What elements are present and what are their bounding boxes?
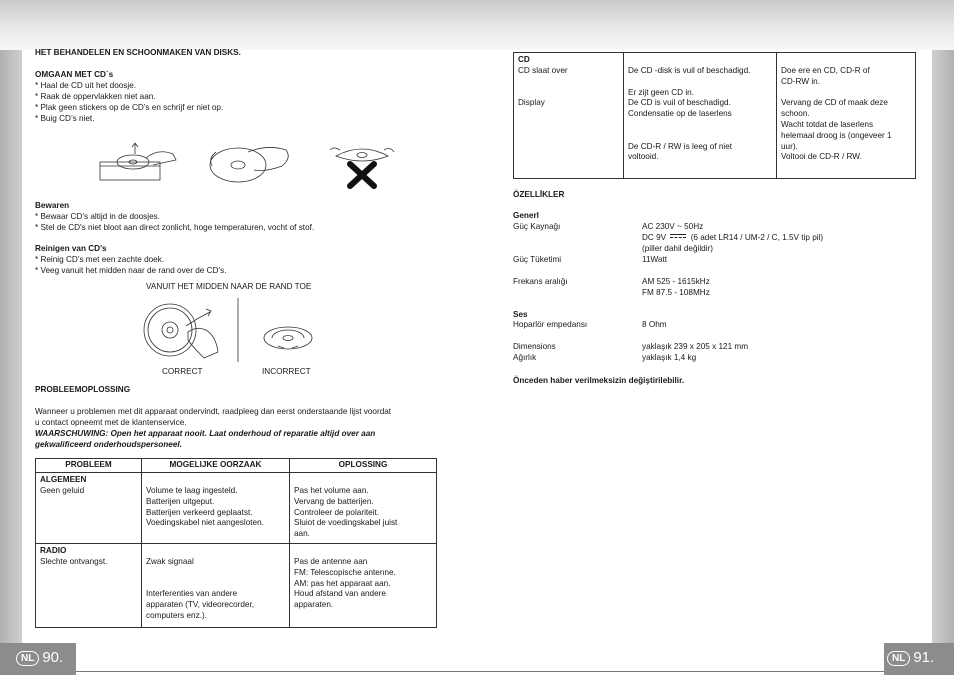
list-item: * Buig CD’s niet. — [35, 114, 95, 123]
solution-line: CD-RW in. — [781, 76, 820, 86]
spec-value: AM 525 - 1615kHz — [642, 277, 710, 286]
spec-label: Hoparlör empedansı — [513, 320, 588, 329]
solution-line: Pas het volume aan. — [294, 486, 369, 495]
intro-line: u contact opneemt met de klantenservice. — [35, 418, 187, 427]
row-section-title: ALGEMEEN — [40, 475, 87, 484]
list-item: * Plak geen stickers op de CD’s en schrijf er niet op. — [35, 103, 224, 112]
cause-line: Interferenties van andere — [146, 589, 238, 599]
cause-line — [628, 131, 772, 142]
incorrect-label: INCORRECT — [262, 367, 311, 376]
solution-line: Sluiot de voedingskabel juist — [294, 518, 398, 528]
cause-line — [146, 579, 285, 590]
list-item: * Reinig CD’s met een zachte doek. — [35, 255, 165, 264]
solution-line: Doe ere en CD, CD-R of — [781, 66, 870, 75]
dc-symbol-icon — [670, 234, 686, 241]
table-row — [514, 53, 916, 179]
solution-line: Wacht totdat de laserlens — [781, 119, 874, 129]
problem-text: CD slaat over — [518, 65, 568, 75]
solution-line: schoon. — [781, 109, 810, 119]
hold-disc-illustration — [210, 147, 288, 182]
disc-handling-illustrations — [98, 140, 398, 190]
spec-value: 11Watt — [642, 255, 668, 264]
subsection-title-ses: Ses — [513, 310, 528, 319]
spec-label: Ağırlık — [513, 353, 537, 362]
right-margin-bar — [932, 50, 954, 645]
spec-value: (piller dahil değildir) — [642, 244, 713, 253]
footer-rule — [76, 671, 884, 672]
correct-wipe-illustration — [144, 304, 218, 358]
solution-line: Houd afstand van andere — [294, 589, 386, 599]
cause-line: Voedingskabel niet aangesloten. — [146, 518, 264, 528]
section-title-handling: HET BEHANDELEN EN SCHOONMAKEN VAN DISKS. — [35, 48, 241, 57]
cd-troubleshooting-table — [513, 52, 916, 179]
cause-line: Batterijen uitgeput. — [146, 496, 215, 506]
problem-text — [518, 77, 619, 88]
subsection-title-probleemoplossing: PROBLEEMOPLOSSING — [35, 385, 131, 394]
cause-cell — [142, 473, 290, 544]
problem-cell — [36, 544, 142, 628]
solution-line: Pas de antenne aan — [294, 557, 368, 566]
cause-line: Batterijen verkeerd geplaatst. — [146, 507, 253, 517]
solution-line: AM: pas het apparaat aan. — [294, 578, 391, 588]
solution-line: Vervang de batterijen. — [294, 496, 374, 506]
spec-label: Frekans aralığı — [513, 277, 568, 286]
spec-value: yaklaşık 239 x 205 x 121 mm — [642, 342, 749, 351]
solution-line: helemaal droog is (ongeveer 1 — [781, 130, 892, 140]
solution-line: Voltooi de CD-R / RW. — [781, 152, 862, 162]
solution-cell — [777, 53, 916, 179]
wipe-illustrations — [140, 296, 340, 364]
table-header-row — [36, 459, 437, 473]
wipe-caption: VANUIT HET MIDDEN NAAR DE RAND TOE — [146, 282, 312, 291]
problem-text: Slechte ontvangst. — [40, 556, 108, 566]
page-number-right — [887, 649, 934, 667]
left-margin-bar — [0, 50, 22, 645]
solution-line: uur). — [781, 141, 798, 151]
spec-label: Güç Kaynağı — [513, 222, 561, 231]
warning-line: gekwalificeerd onderhoudspersoneel. — [35, 440, 182, 449]
list-item: * Veeg vanuit het midden naar de rand over de CD’s. — [35, 266, 227, 275]
cause-line: De CD is vuil of beschadigd. — [628, 98, 731, 108]
cause-line — [628, 77, 772, 88]
cross-icon — [350, 164, 374, 186]
warning-line: WAARSCHUWING: Open het apparaat nooit. Laat onderhoud of reparatie altijd over aan — [35, 429, 376, 438]
spec-label: Dimensions — [513, 342, 556, 351]
language-badge: NL — [16, 651, 39, 666]
cause-cell — [142, 544, 290, 628]
solution-cell — [290, 544, 437, 628]
bend-disc-illustration — [330, 148, 394, 161]
page-number: 91. — [913, 649, 935, 666]
header-band — [0, 0, 954, 50]
row-section-title: CD — [518, 55, 530, 64]
language-badge: NL — [887, 651, 910, 666]
cause-line: De CD-R / RW is leeg of niet — [628, 141, 733, 151]
cause-line: Er zijt geen CD in. — [628, 87, 694, 97]
spec-label: Güç Tüketimi — [513, 255, 562, 264]
page-number-left — [16, 649, 63, 667]
subsection-title-generl: Generl — [513, 211, 539, 220]
page-number: 90. — [42, 649, 64, 666]
list-item: * Stel de CD's niet bloot aan direct zonlicht, hoge temperaturen, vocht of stof. — [35, 223, 315, 232]
subsection-title-reinigen: Reinigen van CD’s — [35, 244, 107, 253]
dc-suffix: (6 adet LR14 / UM-2 / C, 1.5V tip pil) — [690, 233, 824, 242]
spec-value: yaklaşık 1,4 kg — [642, 353, 697, 362]
solution-cell — [290, 473, 437, 544]
cause-line: Volume te laag ingesteld. — [146, 486, 238, 495]
solution-line: aan. — [294, 529, 310, 539]
change-notice: Önceden haber verilmeksizin değiştirilebilir. — [513, 376, 685, 385]
problem-cell — [514, 53, 624, 179]
column-header: PROBLEEM — [36, 459, 142, 473]
correct-label: CORRECT — [162, 367, 203, 376]
cause-line — [628, 120, 772, 131]
table-row — [36, 473, 437, 544]
spec-value-dc — [642, 233, 823, 244]
troubleshooting-table — [35, 458, 437, 628]
remove-disc-illustration — [100, 143, 176, 180]
problem-text — [518, 87, 619, 98]
cause-line: apparaten (TV, videorecorder, — [146, 600, 255, 610]
list-item: * Raak de oppervlakken niet aan. — [35, 92, 156, 101]
spec-value: 8 Ohm — [642, 320, 667, 329]
cause-line: Zwak signaal — [146, 557, 194, 566]
section-title-ozellikler: ÖZELLİKLER — [513, 190, 565, 199]
incorrect-wipe-illustration — [264, 327, 312, 349]
solution-line — [781, 88, 911, 99]
column-header: MOGELIJKE OORZAAK — [142, 459, 290, 473]
solution-line: FM: Telescopische antenne. — [294, 567, 396, 577]
cause-line: computers enz.). — [146, 610, 207, 620]
table-row — [36, 544, 437, 628]
list-item: * Haal de CD uit het doosje. — [35, 81, 137, 90]
cause-line: Condensatie op de laserlens — [628, 109, 732, 119]
problem-text: Display — [518, 98, 545, 108]
cause-cell — [624, 53, 777, 179]
subsection-title-omgaan: OMGAAN MET CD´s — [35, 70, 114, 79]
cause-line: voltooid. — [628, 152, 659, 162]
dc-prefix: DC 9V — [642, 233, 667, 242]
problem-cell — [36, 473, 142, 544]
problem-text: Geen geluid — [40, 485, 85, 495]
spec-value: AC 230V ~ 50Hz — [642, 222, 704, 231]
cause-line — [146, 568, 285, 579]
list-item: * Bewaar CD’s altijd in de doosjes. — [35, 212, 160, 221]
intro-line: Wanneer u problemen met dit apparaat ondervindt, raadpleeg dan eerst onderstaande lijst voordat — [35, 407, 392, 416]
solution-line: Vervang de CD of maak deze — [781, 98, 888, 108]
subsection-title-bewaren: Bewaren — [35, 201, 70, 210]
column-header: OPLOSSING — [290, 459, 437, 473]
solution-line: apparaten. — [294, 600, 334, 610]
cause-line: De CD -disk is vuil of beschadigd. — [628, 66, 751, 75]
spec-value: FM 87.5 - 108MHz — [642, 288, 710, 297]
solution-line: Controleer de polariteit. — [294, 507, 380, 517]
row-section-title: RADIO — [40, 546, 67, 555]
